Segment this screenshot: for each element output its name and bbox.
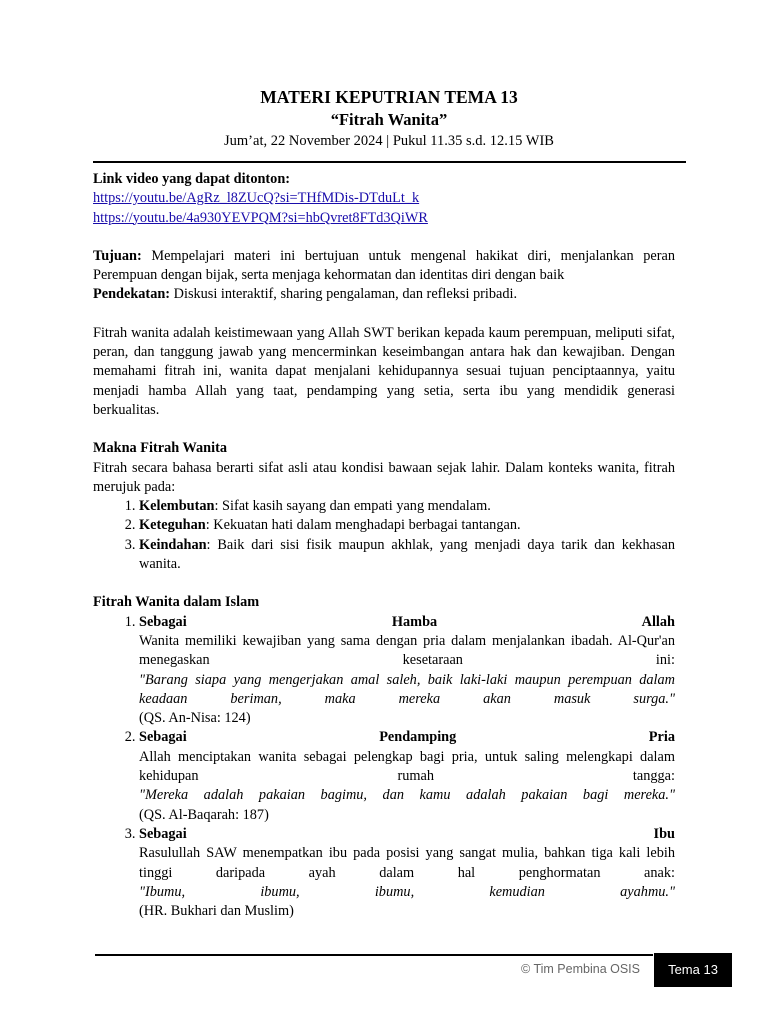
item-source: (HR. Bukhari dan Muslim) [139,903,294,920]
list-item [139,536,675,575]
approach-paragraph [93,285,675,304]
video-link-1[interactable]: https://youtu.be/AgRz_l8ZUcQ?si=THfMDis-DTduLt_k [93,190,420,207]
item-quote: "Ibumu, ibumu, ibumu, kemudian ayahmu." [139,883,675,900]
item-title: 2. Sebagai Pendamping Pria [139,729,675,746]
goal-label: Tujuan: [93,247,142,264]
item-source: (QS. An-Nisa: 124) [139,710,251,727]
list-item [139,825,675,921]
list-item [139,613,675,729]
links-heading: Link video yang dapat ditonton: [93,171,291,187]
approach-label: Pendekatan: [93,286,171,303]
video-link-2[interactable]: https://youtu.be/4a930YEVPQM?si=hbQvret8FTd3QiWR [93,209,428,226]
makna-heading: Makna Fitrah Wanita [93,440,227,457]
document-header [93,87,685,151]
document-dateline: Jum’at, 22 November 2024 | Pukul 11.35 s.d. 12.15 WIB [224,133,554,149]
list-item [139,497,675,516]
item-desc: : Kekuatan hati dalam menghadapi berbagai tantangan. [205,517,521,534]
item-desc: : Sifat kasih sayang dan empati yang mendalam. [214,498,491,515]
document-body [93,170,675,921]
islam-list [93,613,675,922]
header-divider [93,161,686,163]
item-term: Keteguhan [139,517,206,534]
list-item [139,728,675,824]
goal-text: Mempelajari materi ini bertujuan untuk mengenal hakikat diri, menjalankan peran Perempuan dengan bijak, serta menjaga kehormatan dan identitas diri dengan baik [93,247,676,284]
item-title: 3. Sebagai Ibu [139,825,675,842]
item-quote: "Mereka adalah pakaian bagimu, dan kamu adalah pakaian bagi mereka." [139,787,675,804]
item-term: Keindahan [139,536,207,553]
item-quote: "Barang siapa yang mengerjakan amal saleh, baik laki-laki maupun perempuan dalam keadaan beriman, maka mereka akan masuk surga." [139,671,675,707]
item-text: Rasulullah SAW menempatkan ibu pada posisi yang sangat mulia, bahkan tiga kali lebih tinggi daripada ayah dalam hal penghormatan anak: [139,845,675,881]
item-term: Kelembutan [139,498,215,515]
makna-text: Fitrah secara bahasa berarti sifat asli atau kondisi bawaan sejak lahir. Dalam konteks wanita, fitrah merujuk pada: [93,459,675,495]
footer-theme-badge: Tema 13 [654,953,732,987]
makna-list [93,497,675,574]
item-text: Allah menciptakan wanita sebagai pelengkap bagi pria, untuk saling melengkapi dalam kehidupan rumah tangga: [139,748,675,785]
footer-divider [95,954,653,956]
document-title: MATERI KEPUTRIAN TEMA 13 [260,87,518,107]
item-desc: : Baik dari sisi fisik maupun akhlak, yang menjadi daya tarik dan kekhasan wanita. [139,536,675,573]
item-title: 1. Sebagai Hamba Allah [139,613,675,630]
document-subtitle: “Fitrah Wanita” [330,110,448,129]
intro-paragraph: Fitrah wanita adalah keistimewaan yang Allah SWT berikan kepada kaum perempuan, meliputi sifat, peran, dan tanggung jawab yang mencerminkan keseimbangan antara hak dan kewajiban. Dengan memahami fitrah ini, wanita dapat menjalani kehidupannya sesuai tujuan penciptaannya, yaitu menjadi hamba Allah yang taat, pendamping yang setia, serta ibu yang mendidik generasi berkualitas. [93,324,675,418]
approach-text: Diskusi interaktif, sharing pengalaman, dan refleksi pribadi. [173,286,518,303]
item-source: (QS. Al-Baqarah: 187) [139,806,269,823]
item-text: Wanita memiliki kewajiban yang sama dengan pria dalam menjalankan ibadah. Al-Qur'an menegaskan kesetaraan ini: [139,632,675,669]
footer-credit: © Tim Pembina OSIS [521,962,640,976]
list-item [139,516,675,535]
islam-heading: Fitrah Wanita dalam Islam [93,594,260,611]
goal-paragraph [93,247,675,286]
